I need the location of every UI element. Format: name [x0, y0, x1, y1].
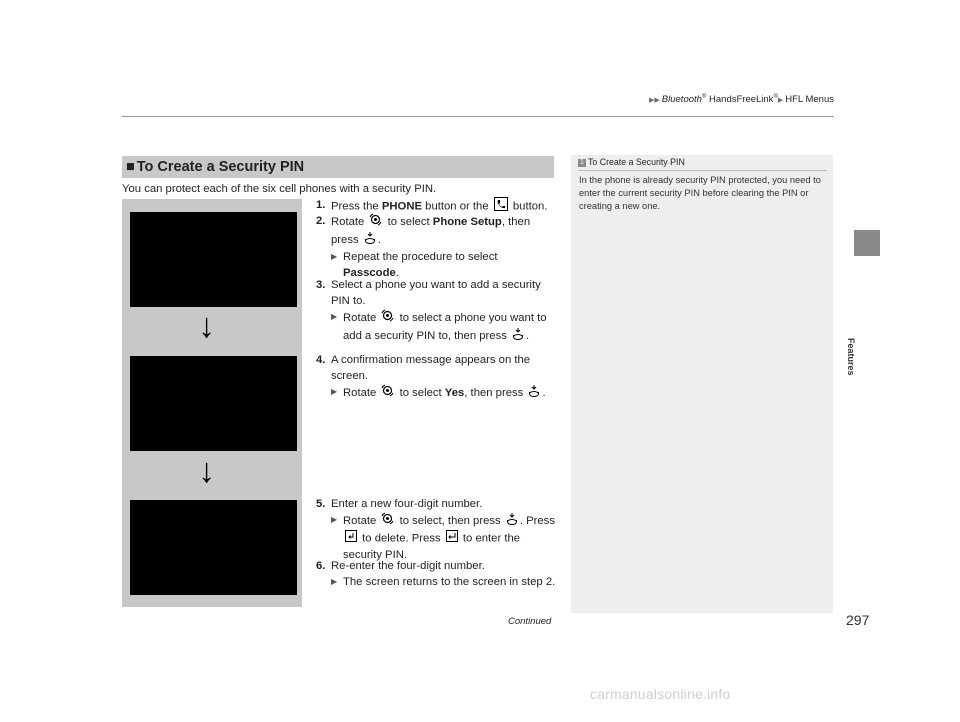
bullet-icon: ▶	[331, 515, 338, 524]
delete-button-icon	[345, 530, 357, 547]
step-1: 1. Press the PHONE button or the button.	[316, 197, 556, 216]
step-5: 5. Enter a new four-digit number. ▶ Rotate to select, then press . Press to delete. Press to enter the security PIN.	[316, 498, 555, 561]
footer-watermark: carmanualsonline.info	[590, 686, 731, 702]
press-knob-icon	[512, 327, 524, 345]
selector-knob-icon	[381, 309, 394, 327]
down-arrow-icon: ↓	[198, 307, 215, 345]
section-heading	[122, 156, 554, 178]
press-knob-icon	[528, 384, 540, 402]
step-4: 4. A confirmation message appears on the screen. ▶ Rotate to select Yes, then press .	[316, 352, 556, 402]
note-marker: 1	[578, 159, 586, 167]
press-knob-icon	[364, 231, 376, 249]
section-marker: ■	[126, 159, 135, 175]
notes-title: 1 To Create a Security PIN	[578, 157, 685, 167]
screen-image-3	[130, 500, 297, 595]
notes-panel	[571, 155, 833, 613]
bullet-icon: ▶	[331, 312, 338, 321]
press-knob-icon	[506, 512, 518, 530]
bullet-icon: ▶	[331, 577, 338, 586]
down-arrow-icon: ↓	[198, 452, 215, 490]
page-number: 297	[846, 612, 870, 628]
breadcrumb: ▶▶ Bluetooth® HandsFreeLink®▶ HFL Menus	[649, 94, 834, 106]
step-3: 3. Select a phone you want to add a security PIN to. ▶ Rotate to select a phone you want to add a security PIN to, then press .	[316, 277, 556, 345]
notes-rule	[578, 170, 827, 171]
side-tab-marker	[854, 230, 880, 256]
step-2: 2. Rotate to select Phone Setup, then press . ▶ Repeat the procedure to select Passcode.	[316, 215, 531, 279]
intro-text: You can protect each of the six cell phones with a security PIN.	[122, 183, 437, 195]
screen-image-1	[130, 212, 297, 307]
bullet-icon: ▶	[777, 97, 784, 105]
section-title: To Create a Security PIN	[136, 159, 305, 175]
bullet-icon: ▶	[331, 387, 338, 396]
selector-knob-icon	[381, 384, 394, 402]
notes-body: In the phone is already security PIN protected, you need to enter the current security PIN before clearing the PIN or creating a new one.	[579, 175, 821, 211]
bullet-icon: ▶▶	[649, 97, 660, 105]
selector-knob-icon	[381, 512, 394, 530]
continued-label: Continued	[508, 616, 552, 627]
step-6: 6. Re-enter the four-digit number. ▶ The screen returns to the screen in step 2.	[316, 560, 556, 588]
screen-image-2	[130, 356, 297, 451]
side-tab-label: Features	[846, 338, 856, 376]
bullet-icon: ▶	[331, 252, 338, 261]
enter-button-icon	[446, 530, 458, 547]
selector-knob-icon	[369, 213, 382, 231]
header-rule	[122, 116, 834, 117]
